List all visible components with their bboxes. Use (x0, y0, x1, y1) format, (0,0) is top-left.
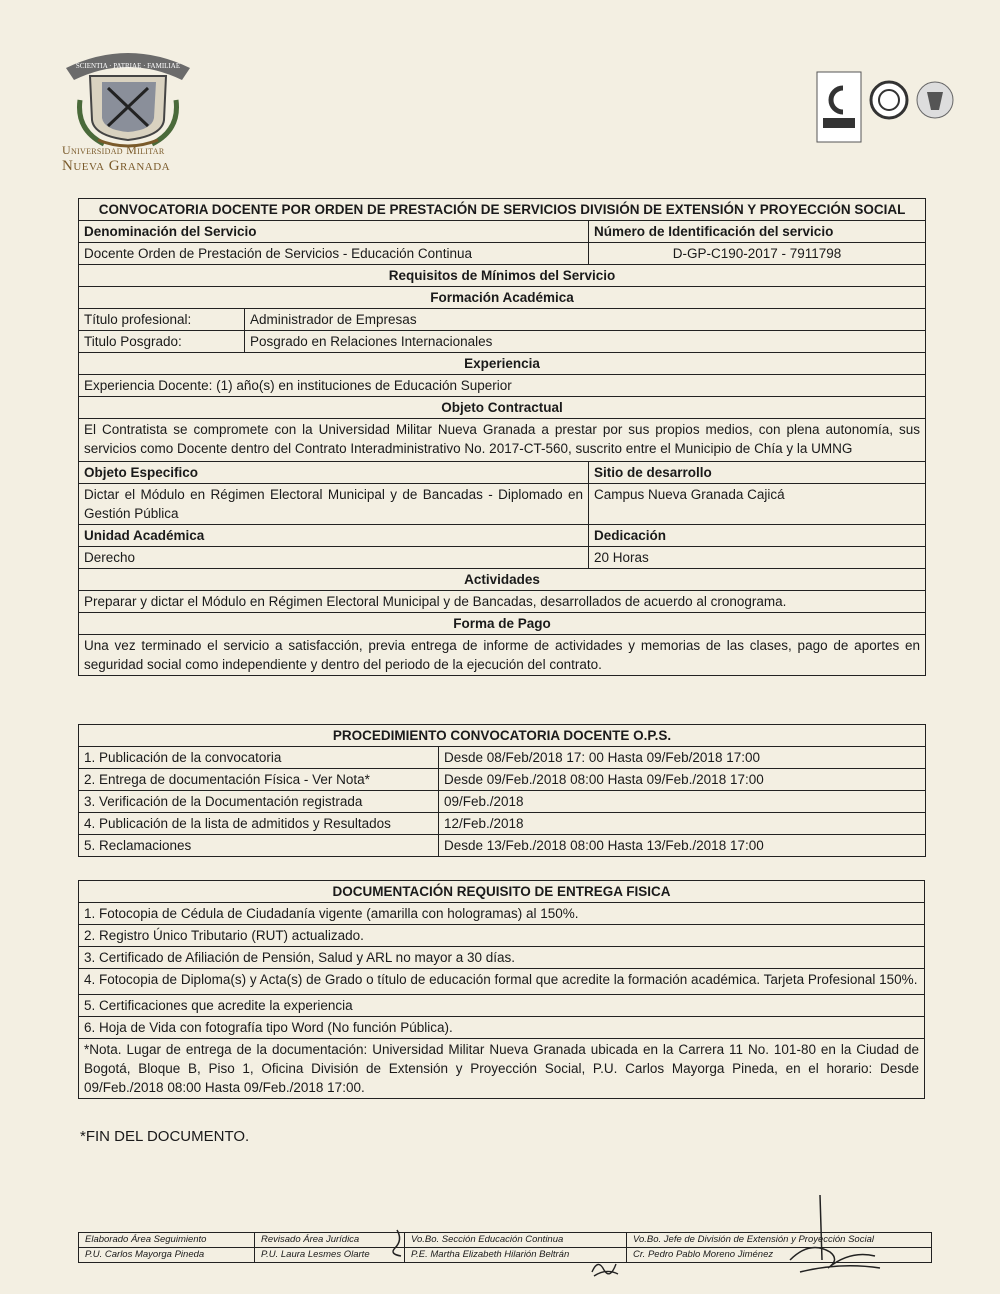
table-row (79, 835, 926, 857)
logo-motto: SCIENTIA · PATRIAE · FAMILIAE (75, 62, 181, 70)
table-row (79, 791, 926, 813)
procedimiento-step: 5. Reclamaciones (79, 835, 439, 857)
numero-identificacion-value: D-GP-C190-2017 - 7911798 (589, 243, 926, 265)
convocatoria-title: CONVOCATORIA DOCENTE POR ORDEN DE PRESTACIÓN DE SERVICIOS DIVISIÓN DE EXTENSIÓN Y PROYECCIÓN SOCIAL (79, 199, 926, 221)
procedimiento-date: Desde 09/Feb./2018 08:00 Hasta 09/Feb./2018 17:00 (439, 769, 926, 791)
signature-name: P.U. Carlos Mayorga Pineda (79, 1248, 255, 1263)
numero-identificacion-label: Número de Identificación del servicio (589, 221, 926, 243)
university-name (62, 142, 170, 174)
documentacion-item: 3. Certificado de Afiliación de Pensión, Salud y ARL no mayor a 30 días. (79, 947, 925, 969)
actividades-value: Preparar y dictar el Módulo en Régimen Electoral Municipal y de Bancadas, desarrollados de acuerdo al cronograma. (79, 591, 926, 613)
objeto-contractual-heading: Objeto Contractual (79, 397, 926, 419)
unidad-academica-label: Unidad Académica (79, 525, 589, 547)
dedicacion-label: Dedicación (589, 525, 926, 547)
signature-role: Vo.Bo. Sección Educación Continua (405, 1233, 627, 1248)
signature-role: Vo.Bo. Jefe de División de Extensión y Proyección Social (627, 1233, 932, 1248)
experiencia-heading: Experiencia (79, 353, 926, 375)
denominacion-label: Denominación del Servicio (79, 221, 589, 243)
procedimiento-title: PROCEDIMIENTO CONVOCATORIA DOCENTE O.P.S. (79, 725, 926, 747)
procedimiento-date: Desde 13/Feb./2018 08:00 Hasta 13/Feb./2018 17:00 (439, 835, 926, 857)
signatures-table (78, 1232, 932, 1263)
university-name-line1: Universidad Militar (62, 143, 165, 157)
documentacion-item: 1. Fotocopia de Cédula de Ciudadanía vigente (amarilla con hologramas) al 150%. (79, 903, 925, 925)
documentacion-table (78, 880, 925, 1099)
table-row (79, 769, 926, 791)
list-item (79, 947, 925, 969)
documentacion-item: 6. Hoja de Vida con fotografía tipo Word (No función Pública). (79, 1017, 925, 1039)
documentacion-nota: *Nota. Lugar de entrega de la documentación: Universidad Militar Nueva Granada ubicada en la Carrera 11 No. 101-80 en la Ciudad de Bogotá, Bloque B, Piso 1, Oficina División de Extensión y Proyección Social, P.U. Carlos Mayorga Pineda, en el horario: Desde 09/Feb./2018 08:00 Hasta 09/Feb./2018 17:00. (79, 1039, 925, 1099)
forma-pago-value: Una vez terminado el servicio a satisfacción, previa entrega de informe de actividades y memorias de las clases, pago de aportes en seguridad social como independiente y dentro del periodo de la ejecución del contrato. (79, 635, 926, 676)
requisitos-heading: Requisitos de Mínimos del Servicio (79, 265, 926, 287)
titulo-profesional-label: Título profesional: (79, 309, 245, 331)
signature-name: P.E. Martha Elizabeth Hilarión Beltrán (405, 1248, 627, 1263)
procedimiento-step: 1. Publicación de la convocatoria (79, 747, 439, 769)
documentacion-item: 2. Registro Único Tributario (RUT) actualizado. (79, 925, 925, 947)
unidad-academica-value: Derecho (79, 547, 589, 569)
forma-pago-heading: Forma de Pago (79, 613, 926, 635)
signature-role: Elaborado Área Seguimiento (79, 1233, 255, 1248)
signature-role: Revisado Área Jurídica (255, 1233, 405, 1248)
table-row (79, 813, 926, 835)
formacion-heading: Formación Académica (79, 287, 926, 309)
objeto-contractual-value: El Contratista se compromete con la Universidad Militar Nueva Granada a prestar por sus propios medios, con plena autonomía, sus servicios como Docente dentro del Contrato Interadministrativo No. 2017-CT-560, suscrito entre el Municipio de Chía y la UMNG (79, 419, 926, 462)
procedimiento-date: Desde 08/Feb/2018 17: 00 Hasta 09/Feb/2018 17:00 (439, 747, 926, 769)
university-name-line2: Nueva Granada (62, 158, 171, 174)
objeto-especifico-label: Objeto Especifico (79, 462, 589, 484)
signature-name: Cr. Pedro Pablo Moreno Jiménez (627, 1248, 932, 1263)
convocatoria-table (78, 198, 926, 676)
list-item (79, 995, 925, 1017)
procedimiento-date: 12/Feb./2018 (439, 813, 926, 835)
experiencia-value: Experiencia Docente: (1) año(s) en instituciones de Educación Superior (79, 375, 926, 397)
denominacion-value: Docente Orden de Prestación de Servicios - Educación Continua (79, 243, 589, 265)
sitio-desarrollo-label: Sitio de desarrollo (589, 462, 926, 484)
titulo-profesional-value: Administrador de Empresas (245, 309, 926, 331)
procedimiento-date: 09/Feb./2018 (439, 791, 926, 813)
procedimiento-step: 4. Publicación de la lista de admitidos y Resultados (79, 813, 439, 835)
documentacion-item: 5. Certificaciones que acredite la experiencia (79, 995, 925, 1017)
signature-name: P.U. Laura Lesmes Olarte (255, 1248, 405, 1263)
certification-logos-icon (815, 70, 965, 145)
dedicacion-value: 20 Horas (589, 547, 926, 569)
documentacion-item: 4. Fotocopia de Diploma(s) y Acta(s) de Grado o título de educación formal que acredite la formación académica. Tarjeta Profesional 150%. (79, 969, 925, 995)
sitio-desarrollo-value: Campus Nueva Granada Cajicá (589, 484, 926, 525)
table-row (79, 1248, 932, 1263)
titulo-posgrado-value: Posgrado en Relaciones Internacionales (245, 331, 926, 353)
procedimiento-table (78, 724, 926, 857)
objeto-especifico-value: Dictar el Módulo en Régimen Electoral Municipal y de Bancadas - Diplomado en Gestión Pública (79, 484, 589, 525)
procedimiento-step: 2. Entrega de documentación Física - Ver Nota* (79, 769, 439, 791)
list-item (79, 903, 925, 925)
table-row (79, 747, 926, 769)
table-row (79, 1233, 932, 1248)
actividades-heading: Actividades (79, 569, 926, 591)
procedimiento-step: 3. Verificación de la Documentación registrada (79, 791, 439, 813)
titulo-posgrado-label: Titulo Posgrado: (79, 331, 245, 353)
list-item (79, 969, 925, 995)
end-of-document-text: *FIN DEL DOCUMENTO. (80, 1128, 250, 1145)
list-item (79, 925, 925, 947)
list-item (79, 1017, 925, 1039)
documentacion-title: DOCUMENTACIÓN REQUISITO DE ENTREGA FISICA (79, 881, 925, 903)
